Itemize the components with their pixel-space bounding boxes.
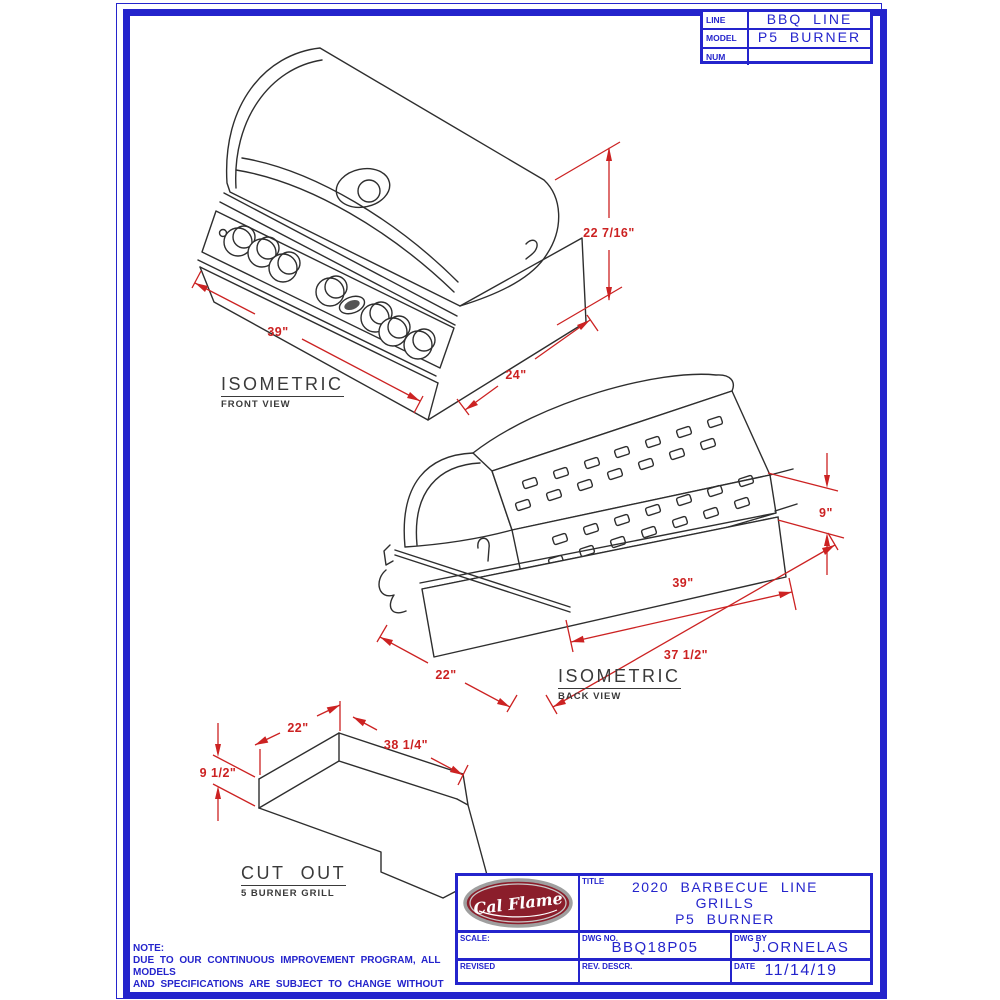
cal-flame-logo [461,878,575,928]
title-block-row1 [458,876,870,930]
back-view-subtitle: BACK VIEW [558,691,622,702]
dwg-no-cell [578,933,730,958]
note-heading: NOTE: [133,943,165,954]
logo-cell [458,876,578,930]
grill-back-line-art [379,374,797,657]
dwg-no-value: BBQ18P05 [611,939,699,956]
model-value: P5 BURNER [747,30,870,46]
dwg-by-label: DWG BY [734,934,767,943]
header-row-num [703,49,870,65]
cutout-view-title: CUT OUT [241,863,346,886]
dwg-by-cell [730,933,870,958]
model-label: MODEL [706,33,737,44]
back-view-title: ISOMETRIC [558,666,681,689]
dim-front-height: 22 7/16" [583,226,635,240]
date-label: DATE [734,962,756,971]
num-value [747,49,870,65]
title-label: TITLE [582,877,605,886]
line-label: LINE [706,15,726,25]
title-cell [578,876,870,930]
line-value: BBQ LINE [747,12,870,28]
dwg-by-value: J.ORNELAS [752,939,850,956]
back-view-drawing [360,365,850,717]
dim-back-upper-width: 39" [672,576,694,590]
dim-back-depth: 22" [435,668,457,682]
dim-back-lower-width: 37 1/2" [663,648,709,662]
dim-front-depth: 24" [505,368,527,382]
cutout-view-subtitle: 5 BURNER GRILL [241,888,335,899]
rev-descr-cell [578,961,730,982]
improvement-note [133,943,473,1000]
dim-cutout-width: 38 1/4" [383,738,429,752]
drawing-title-line2: GRILLS [695,895,755,912]
date-value: 11/14/19 [764,962,838,979]
logo-text: Cal Flame [472,888,564,919]
dim-cutout-height: 9 1/2" [199,766,237,780]
dwg-no-label: DWG NO. [582,934,618,943]
cutout-dimensions [200,701,468,821]
dim-cutout-depth: 22" [287,721,309,735]
title-block [455,873,873,985]
header-row-line [703,12,870,30]
revised-label: REVISED [460,962,496,971]
drawing-title-line3: P5 BURNER [675,911,775,928]
drawing-title-line1: 2020 BARBECUE LINE [631,879,819,895]
header-row-model [703,30,870,48]
scale-label: SCALE: [460,934,490,943]
header-title-block [700,9,873,64]
front-view-title: ISOMETRIC [221,374,344,397]
date-cell [730,961,870,982]
rev-descr-label: REV. DESCR. [582,962,633,971]
cutout-view-label [241,863,346,899]
dim-front-width: 39" [267,325,289,339]
scale-cell [458,933,578,958]
note-line2: AND SPECIFICATIONS ARE SUBJECT TO CHANGE WITHOUT NOTICE. [133,979,444,1000]
revised-cell [458,961,578,982]
title-block-row3 [458,958,870,982]
front-view-subtitle: FRONT VIEW [221,399,291,410]
dim-back-height: 9" [819,506,833,520]
back-view-label [558,666,681,702]
title-block-row2 [458,930,870,958]
front-view-label [221,374,344,410]
note-line1: DUE TO OUR CONTINUOUS IMPROVEMENT PROGRAM, ALL MODELS [133,955,441,978]
num-label: NUM [706,51,726,62]
